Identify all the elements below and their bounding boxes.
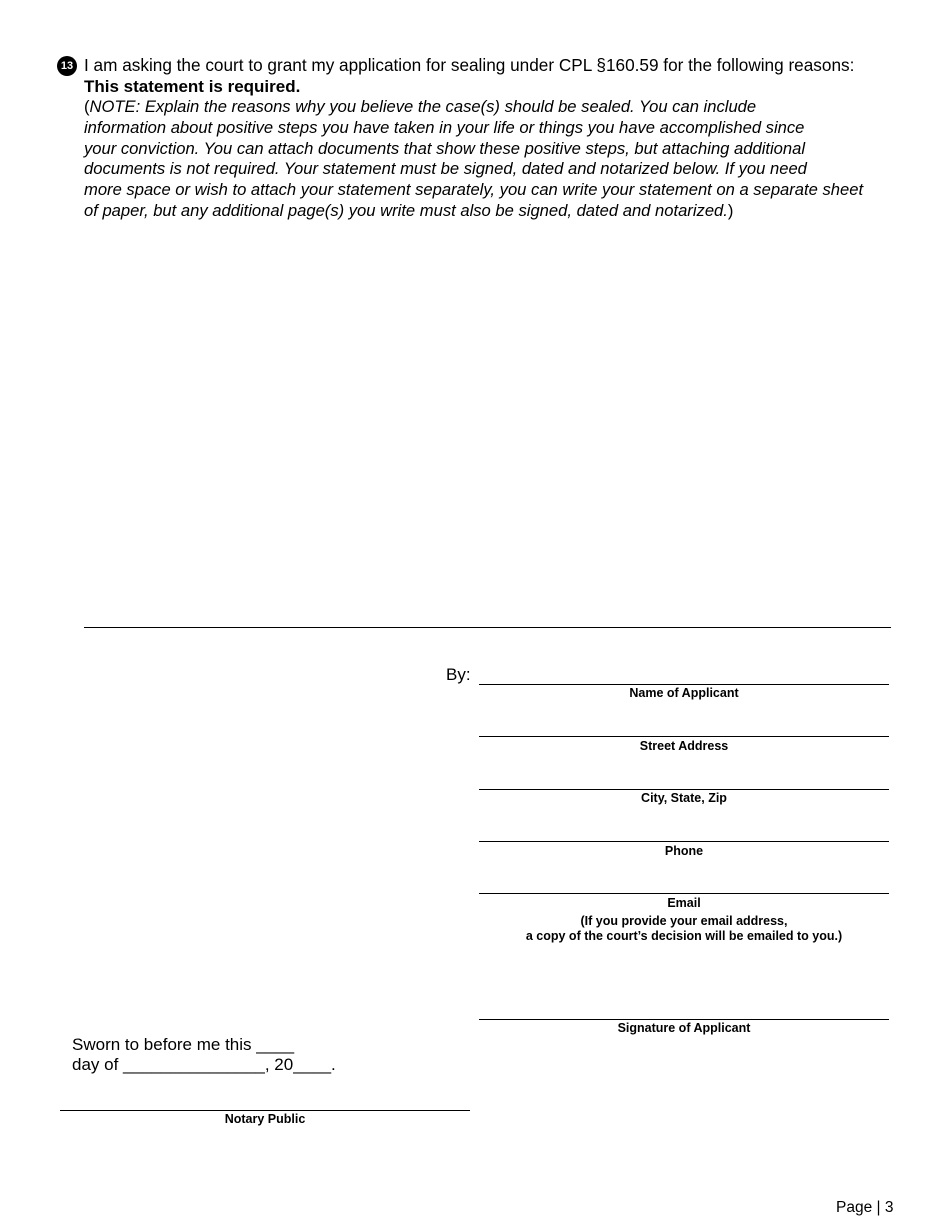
applicant-name-label: Name of Applicant [629, 686, 739, 700]
applicant-name-line[interactable] [479, 684, 889, 685]
sworn-line-2: day of _______________, 20____. [72, 1055, 336, 1074]
email-note [479, 914, 889, 944]
note-close-paren: ) [727, 200, 734, 220]
note-text: NOTE: Explain the reasons why you believe the case(s) should be sealed. You can include information about positive steps you have taken in your life or things you have accomplished since your conviction. You can attach documents that show these positive steps, but attaching additional documents is not required. Your statement must be signed, dated and notarized below. If you need more space or wish to attach your statement separately, you can write your statement on a separate sheet of paper, but any additional page(s) you write must also be signed, dated and notarized. [84, 97, 864, 220]
note-open-paren: ( [84, 97, 90, 116]
email-line[interactable] [479, 893, 889, 894]
applicant-signature-line[interactable] [479, 1019, 889, 1020]
statement-intro: I am asking the court to grant my application for sealing under CPL §160.59 for the following reasons: [84, 55, 855, 75]
city-state-zip-line[interactable] [479, 789, 889, 790]
phone-line[interactable] [479, 841, 889, 842]
by-label: By: [446, 665, 471, 684]
city-state-zip-label: City, State, Zip [641, 791, 727, 805]
phone-label: Phone [664, 844, 704, 858]
applicant-signature-label: Signature of Applicant [617, 1021, 751, 1035]
email-note-line-2: a copy of the court’s decision will be emailed to you.) [525, 929, 843, 943]
sworn-line-1: Sworn to before me this ____ [72, 1035, 295, 1054]
statement-note [84, 97, 904, 222]
item-number-badge: 13 [57, 56, 77, 76]
email-note-line-1: (If you provide your email address, [580, 914, 788, 928]
statement-end-line[interactable] [84, 627, 891, 628]
notary-public-label: Notary Public [224, 1112, 306, 1126]
email-label: Email [667, 896, 701, 910]
street-address-line[interactable] [479, 736, 889, 737]
page-number: Page | 3 [836, 1199, 894, 1216]
street-address-label: Street Address [639, 739, 729, 753]
notary-signature-line[interactable] [60, 1110, 470, 1111]
required-notice: This statement is required. [84, 77, 301, 96]
